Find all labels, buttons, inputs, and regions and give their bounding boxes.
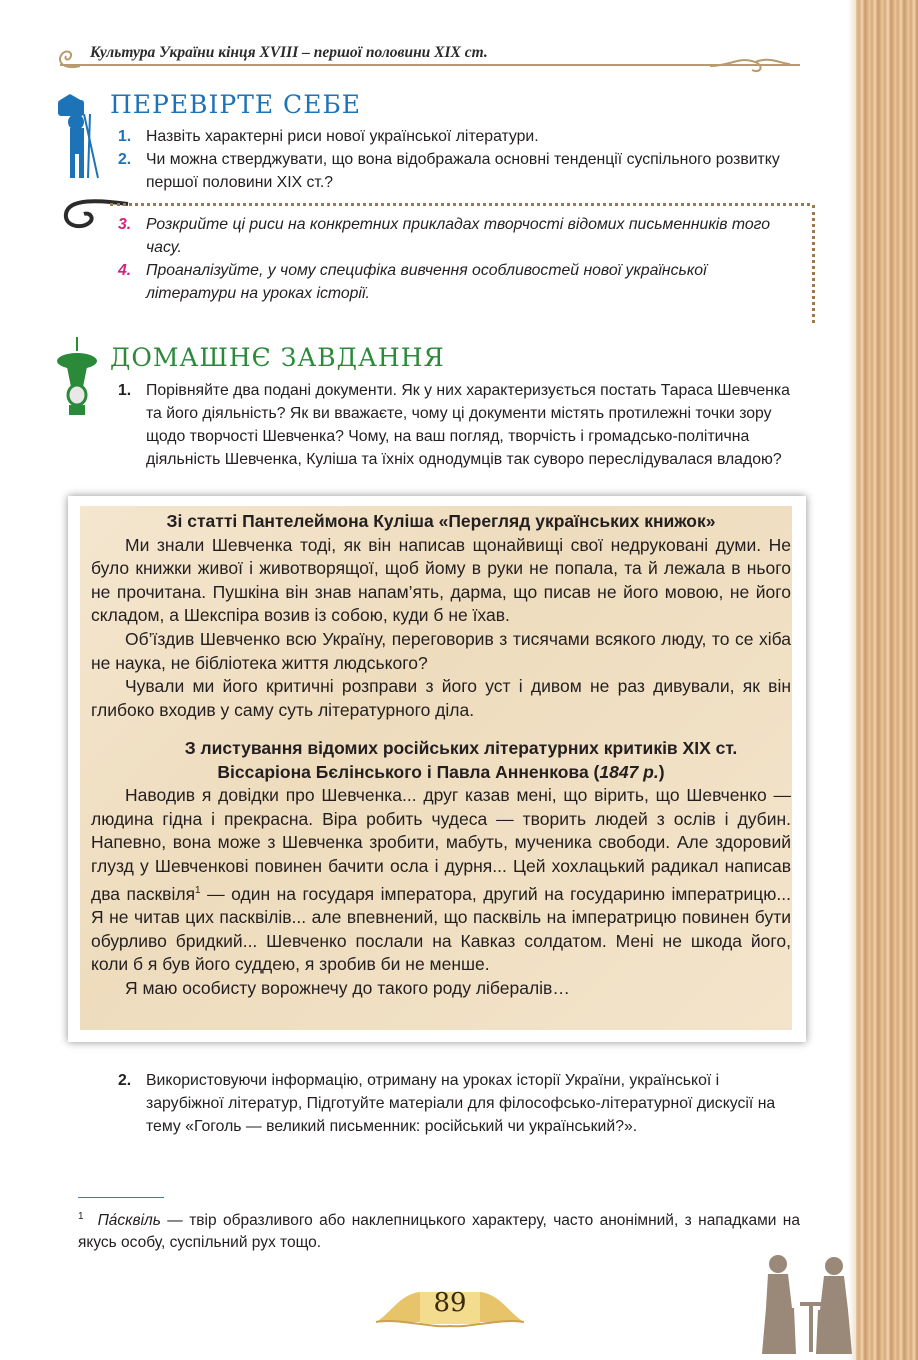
footnote-term: Па́сквіль — [97, 1212, 161, 1230]
question-item — [118, 148, 800, 194]
footnote-rule — [78, 1197, 164, 1198]
check-yourself-title: ПЕРЕВІРТЕ СЕБЕ — [110, 90, 362, 119]
question-item — [118, 125, 800, 148]
question-number: 4. — [118, 262, 132, 279]
question-number: 3. — [118, 216, 132, 233]
question-text: Розкрийте ці риси на конкретних прикладах творчості відомих письменників того часу. — [146, 216, 771, 256]
document-paragraph: Ми знали Шевченка тоді, як він написав щонайвищі свої недруковані думи. Не було книжки живої і животворящої, щоб йому в руки не попала, та й лежала в нього не прочитана. Пушкіна він знав напам’ять, дарма, що писав не його мовою, не його складом, а Шекспіра возив із собою, куди б не їхав. — [91, 534, 791, 626]
footnote-mark: 1 — [78, 1211, 84, 1222]
task-number: 2. — [118, 1072, 132, 1089]
document-title-line-2 — [91, 761, 791, 785]
question-text: Назвіть характерні риси нової української літератури. — [146, 128, 539, 145]
task-number: 1. — [118, 382, 132, 399]
question-number: 2. — [118, 151, 132, 168]
document-paragraph — [91, 784, 791, 977]
check-questions-basic — [118, 125, 800, 194]
document-kulish — [91, 510, 791, 722]
document-belinsky — [91, 737, 791, 1000]
oil-lamp-icon — [52, 335, 102, 419]
document-paragraph: Об’їздив Шевченко всю Україну, переговорив з тисячами всякого люду, то се хіба не наука, не бібліотека життя людського? — [91, 628, 791, 673]
question-number: 1. — [118, 128, 132, 145]
homework-task-1 — [118, 379, 800, 471]
task-text: Порівняйте два подані документи. Як у них характеризується постать Тараса Шевченка та його діяльність? Як ви вважаєте, чому ці документи містять протилежні точки зору щодо творчості Шевченка? Чому, на ваш погляд, творчість і громадсько-політична діяльність Шевченка, Куліша та їхніх однодумців так суворо переслідувалася владою? — [146, 382, 790, 468]
question-text: Проаналізуйте, у чому специфіка вивчення особливостей нової української літератури на уроках історії. — [146, 262, 707, 302]
footnote-text: — твір образливого або наклепницького характеру, часто анонімний, з нападками на якусь особу, суспільний рух тощо. — [78, 1212, 800, 1252]
paragraph-text: — один на государя імператора, другий на государиню імператрицю... Я не читав цих пасквілів... але впевнений, що пасквіль на імператрицю повинен бути обурливо бридкий... Шевченко послали на Кавказ солдатом. Мені не шкода його, коли б я був його суддею, я зробив би не менше. — [91, 883, 791, 975]
paragraph-text: Наводив я довідки про Шевченка... друг казав мені, що вірить, що Шевченко — людина гідна і прекрасна. Віра робить чудеса — творить людей з ослів і дубин. Напевно, вона може з Шевченка зробити, мабуть, мученика свободи. Але здоровий глузд у Шевченкові повинен бачити осла і дурня... Цей хохлацький радикал написав два пасквіля — [91, 785, 791, 904]
document-title-authors: Віссаріона Бєлінського і Павла Анненкова ( — [217, 761, 600, 782]
source-documents-box — [68, 496, 806, 1042]
document-paragraph: Чували ми його критичні розправи з його уст і дивом не раз дивували, як він глибоко входив у саму суть літературного діла. — [91, 676, 791, 720]
page-edge-shadow — [848, 0, 856, 1360]
homework-title: ДОМАШНЄ ЗАВДАННЯ — [110, 343, 445, 372]
header-title: Культура України кінця XVIII – першої половини XIX ст. — [90, 44, 488, 61]
dotted-frame-right — [812, 205, 815, 323]
swirl-ornament-icon — [54, 44, 84, 74]
document-paragraph: Я маю особисту ворожнечу до такого роду лібералів… — [125, 977, 570, 998]
question-item — [118, 213, 800, 259]
header-rule — [60, 64, 800, 66]
running-header — [60, 40, 800, 80]
swirl-ornament-icon — [710, 54, 790, 78]
question-text: Чи можна стверджувати, що вона відображала основні тенденції суспільного розвитку першої половини XIX ст.? — [146, 151, 780, 191]
page-number: 89 — [433, 1288, 467, 1318]
task-text: Використовуючи інформацію, отриману на уроках історії України, української і зарубіжної літератур, Підготуйте матеріали для філософсько-літературної дискусії на тему «Гоголь — великий письменник: російський чи український?». — [146, 1072, 776, 1135]
document-title-line-1: З листування відомих російських літературних критиків XIX ст. — [184, 738, 738, 758]
document-title: Зі статті Пантелеймона Куліша «Перегляд українських книжок» — [166, 511, 716, 531]
seated-figures-silhouette-icon — [756, 1248, 856, 1358]
document-title-close: ) — [658, 761, 665, 782]
question-item — [118, 259, 800, 305]
photographer-camera-icon — [54, 92, 102, 182]
task-item — [118, 379, 800, 471]
document-year: 1847 р. — [599, 761, 659, 782]
book-spine-wood — [856, 0, 918, 1360]
page-scroll-icon — [370, 1284, 530, 1332]
task-item — [118, 1069, 800, 1138]
homework-task-2 — [118, 1069, 800, 1138]
footnote — [78, 1206, 800, 1254]
footnote-ref[interactable]: 1 — [195, 884, 201, 896]
parchment-panel — [80, 506, 792, 1030]
dotted-frame-top — [110, 203, 810, 206]
check-questions-advanced — [118, 213, 800, 305]
